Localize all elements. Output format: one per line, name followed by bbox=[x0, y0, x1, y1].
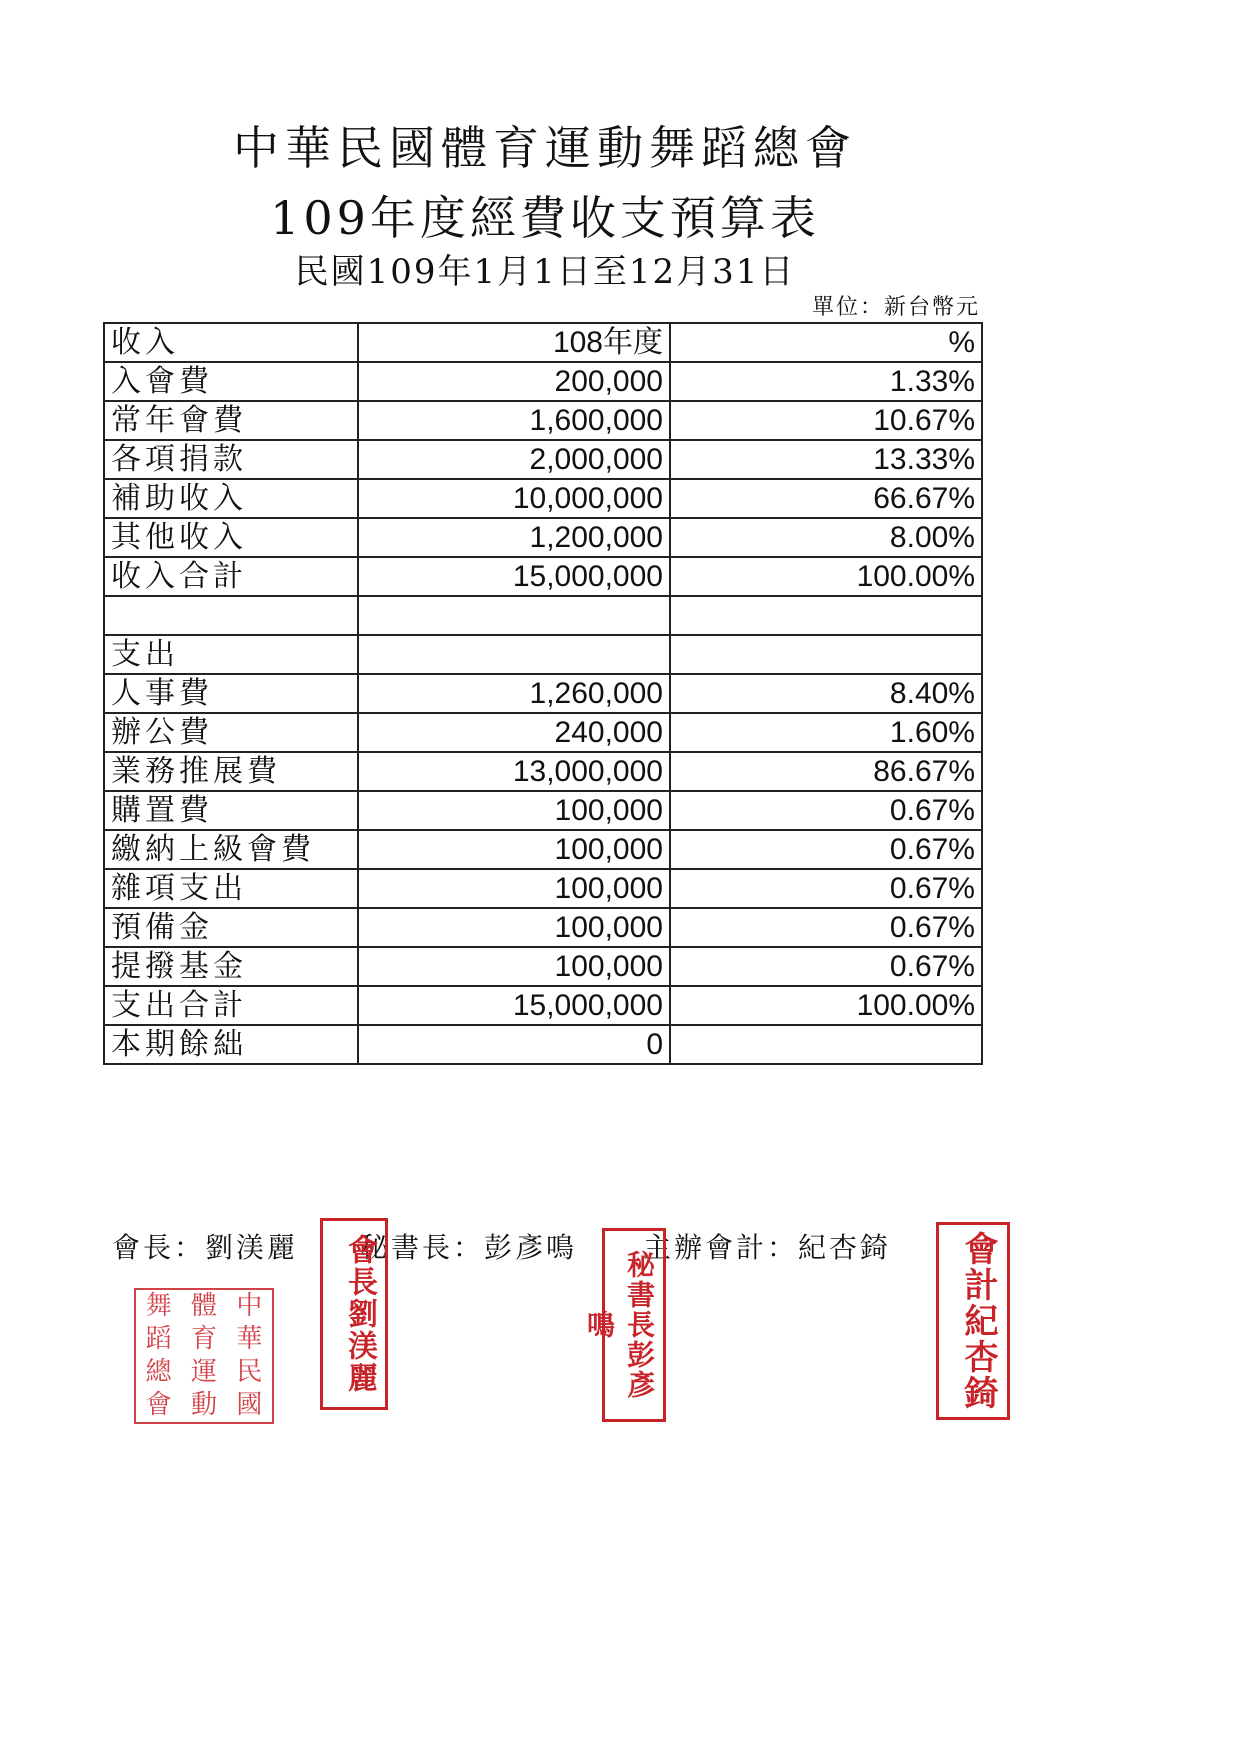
accountant-seal: 會計紀杏錡 bbox=[936, 1222, 1010, 1420]
row-label: 入會費 bbox=[104, 362, 358, 401]
row-amount: 10,000,000 bbox=[358, 479, 670, 518]
signature-line bbox=[112, 1226, 891, 1266]
row-amount: 2,000,000 bbox=[358, 440, 670, 479]
president-signature: 會長：劉渼麗 bbox=[112, 1231, 299, 1264]
row-amount: 0 bbox=[358, 1025, 670, 1064]
table-row bbox=[104, 713, 982, 752]
seal-glyph: 華 bbox=[236, 1324, 263, 1354]
row-pct: 100.00% bbox=[670, 986, 982, 1025]
seal-glyph: 民 bbox=[236, 1357, 263, 1387]
row-label: 本期餘絀 bbox=[104, 1025, 358, 1064]
seal-glyph: 中 bbox=[236, 1291, 263, 1321]
header-amount: 108年度 bbox=[358, 323, 670, 362]
row-pct: 13.33% bbox=[670, 440, 982, 479]
table-row bbox=[104, 791, 982, 830]
budget-table bbox=[103, 322, 983, 1065]
row-amount: 15,000,000 bbox=[358, 557, 670, 596]
table-row bbox=[104, 362, 982, 401]
table-row bbox=[104, 596, 982, 635]
row-label: 業務推展費 bbox=[104, 752, 358, 791]
row-label: 提撥基金 bbox=[104, 947, 358, 986]
row-pct: 0.67% bbox=[670, 869, 982, 908]
row-pct bbox=[670, 1025, 982, 1064]
row-pct bbox=[670, 596, 982, 635]
row-label: 支出合計 bbox=[104, 986, 358, 1025]
row-amount: 15,000,000 bbox=[358, 986, 670, 1025]
row-label: 補助收入 bbox=[104, 479, 358, 518]
row-amount: 100,000 bbox=[358, 908, 670, 947]
table-row bbox=[104, 401, 982, 440]
row-label: 預備金 bbox=[104, 908, 358, 947]
row-pct: 1.33% bbox=[670, 362, 982, 401]
row-pct: 0.67% bbox=[670, 791, 982, 830]
row-label: 繳納上級會費 bbox=[104, 830, 358, 869]
period-subtitle: 民國109年1月1日至12月31日 bbox=[294, 252, 796, 292]
header-pct: % bbox=[670, 323, 982, 362]
row-amount: 100,000 bbox=[358, 947, 670, 986]
secretary-signature: 秘書長：彭彥鳴 bbox=[360, 1231, 578, 1264]
row-amount: 100,000 bbox=[358, 869, 670, 908]
organization-seal bbox=[134, 1288, 274, 1424]
table-row bbox=[104, 752, 982, 791]
row-label: 其他收入 bbox=[104, 518, 358, 557]
seal-glyph: 動 bbox=[191, 1390, 218, 1420]
row-label: 人事費 bbox=[104, 674, 358, 713]
table-row bbox=[104, 557, 982, 596]
row-amount: 100,000 bbox=[358, 830, 670, 869]
seal-glyph: 舞 bbox=[145, 1291, 172, 1321]
row-amount: 200,000 bbox=[358, 362, 670, 401]
organization-title: 中華民國體育運動舞蹈總會 bbox=[233, 121, 857, 175]
seal-glyph: 育 bbox=[191, 1324, 218, 1354]
seal-glyph: 運 bbox=[191, 1357, 218, 1387]
row-label: 支出 bbox=[104, 635, 358, 674]
table-row bbox=[104, 908, 982, 947]
row-label: 雜項支出 bbox=[104, 869, 358, 908]
currency-unit: 單位：新台幣元 bbox=[811, 295, 980, 320]
row-label: 收入合計 bbox=[104, 557, 358, 596]
header-label: 收入 bbox=[104, 323, 358, 362]
row-label: 辦公費 bbox=[104, 713, 358, 752]
row-pct: 0.67% bbox=[670, 908, 982, 947]
row-pct: 10.67% bbox=[670, 401, 982, 440]
row-pct: 100.00% bbox=[670, 557, 982, 596]
row-amount: 240,000 bbox=[358, 713, 670, 752]
row-pct: 0.67% bbox=[670, 830, 982, 869]
row-label: 購置費 bbox=[104, 791, 358, 830]
seal-glyph: 國 bbox=[236, 1390, 263, 1420]
table-row bbox=[104, 1025, 982, 1064]
seal-glyph: 蹈 bbox=[145, 1324, 172, 1354]
row-amount: 1,260,000 bbox=[358, 674, 670, 713]
row-pct bbox=[670, 635, 982, 674]
table-row bbox=[104, 635, 982, 674]
table-row bbox=[104, 674, 982, 713]
row-label bbox=[104, 596, 358, 635]
seal-glyph: 總 bbox=[145, 1357, 172, 1387]
row-pct: 0.67% bbox=[670, 947, 982, 986]
row-amount bbox=[358, 635, 670, 674]
accountant-signature: 主辦會計：紀杏錡 bbox=[643, 1231, 892, 1264]
seal-glyph: 體 bbox=[191, 1291, 218, 1321]
row-amount: 1,200,000 bbox=[358, 518, 670, 557]
table-row bbox=[104, 440, 982, 479]
president-seal: 會長劉渼麗 bbox=[320, 1218, 388, 1410]
table-row bbox=[104, 479, 982, 518]
table-header-row bbox=[104, 323, 982, 362]
table-row bbox=[104, 986, 982, 1025]
row-pct: 1.60% bbox=[670, 713, 982, 752]
row-pct: 86.67% bbox=[670, 752, 982, 791]
row-amount: 1,600,000 bbox=[358, 401, 670, 440]
row-amount bbox=[358, 596, 670, 635]
row-amount: 13,000,000 bbox=[358, 752, 670, 791]
table-row bbox=[104, 518, 982, 557]
table-row bbox=[104, 869, 982, 908]
row-pct: 66.67% bbox=[670, 479, 982, 518]
document-title: 109年度經費收支預算表 bbox=[270, 191, 820, 245]
secretary-seal: 秘書長彭彥鳴 bbox=[602, 1228, 666, 1422]
seal-glyph: 會 bbox=[145, 1390, 172, 1420]
table-row bbox=[104, 830, 982, 869]
table-row bbox=[104, 947, 982, 986]
row-label: 各項捐款 bbox=[104, 440, 358, 479]
row-pct: 8.00% bbox=[670, 518, 982, 557]
row-pct: 8.40% bbox=[670, 674, 982, 713]
row-amount: 100,000 bbox=[358, 791, 670, 830]
row-label: 常年會費 bbox=[104, 401, 358, 440]
